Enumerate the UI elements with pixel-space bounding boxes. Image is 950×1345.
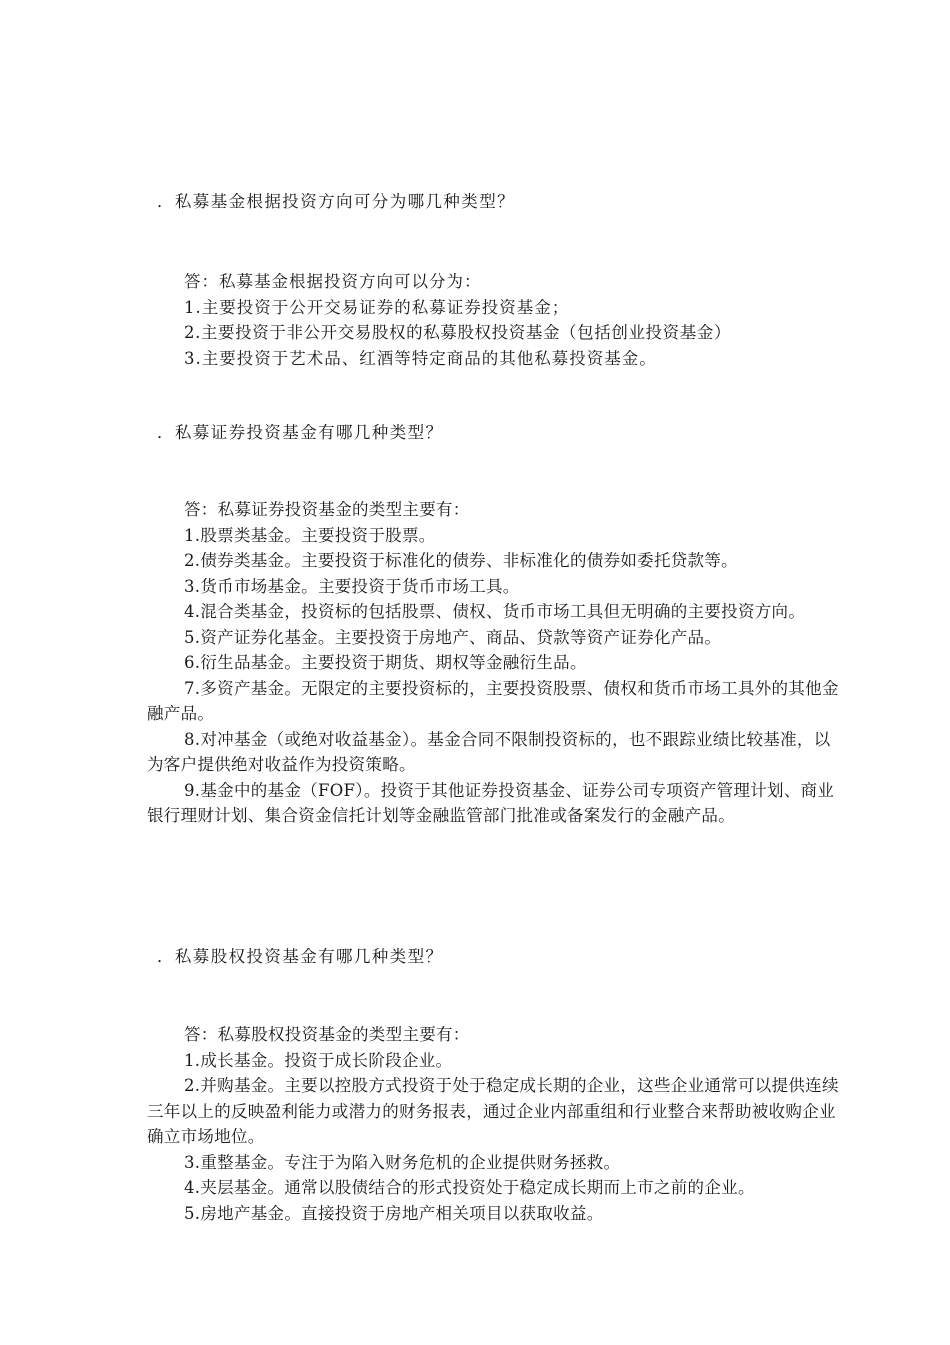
answer-paragraph: 4.夹层基金。通常以股债结合的形式投资处于稳定成长期而上市之前的企业。: [184, 1178, 755, 1197]
answer-paragraph: 1.股票类基金。主要投资于股票。: [184, 525, 436, 545]
answer-block-3: [147, 1022, 847, 1226]
answer-paragraph: 7.多资产基金。无限定的主要投资标的，主要投资股票、债权和货币市场工具外的其他金融产品。: [147, 678, 839, 723]
answer-block-2: [147, 497, 847, 829]
answer-paragraph: 答：私募证券投资基金的类型主要有：: [184, 500, 470, 519]
answer-paragraph: 2.并购基金。主要以控股方式投资于处于稳定成长期的企业，这些企业通常可以提供连续三年以上的反映盈利能力或潜力的财务报表，通过企业内部重组和行业整合来帮助被收购企业确立市场地位。: [147, 1076, 839, 1146]
question-heading-3: ．私募股权投资基金有哪几种类型？: [157, 947, 444, 966]
answer-paragraph: 3.重整基金。专注于为陷入财务危机的企业提供财务拯救。: [184, 1152, 621, 1172]
answer-paragraph: 答：私募基金根据投资方向可以分为：: [184, 272, 482, 291]
answer-paragraph: 5.房地产基金。直接投资于房地产相关项目以获取收益。: [184, 1203, 604, 1223]
answer-paragraph: 2.主要投资于非公开交易股权的私募股权投资基金（包括创业投资基金）: [184, 323, 732, 342]
answer-paragraph: 1.成长基金。投资于成长阶段企业。: [184, 1050, 453, 1070]
question-heading-2: ．私募证券投资基金有哪几种类型？: [157, 423, 444, 442]
answer-paragraph: 1.主要投资于公开交易证券的私募证券投资基金；: [184, 297, 570, 317]
answer-paragraph: 8.对冲基金（或绝对收益基金）。基金合同不限制投资标的，也不跟踪业绩比较基准，以为客户提供绝对收益作为投资策略。: [147, 729, 831, 774]
answer-paragraph: 答：私募股权投资基金的类型主要有：: [184, 1025, 470, 1044]
answer-paragraph: 3.主要投资于艺术品、红酒等特定商品的其他私募投资基金。: [184, 348, 657, 368]
question-heading-1: ．私募基金根据投资方向可分为哪几种类型？: [157, 192, 515, 211]
answer-block-1: [147, 269, 847, 371]
answer-paragraph: 3.货币市场基金。主要投资于货币市场工具。: [184, 576, 520, 596]
answer-paragraph: 2.债券类基金。主要投资于标准化的债券、非标准化的债券如委托贷款等。: [184, 551, 738, 570]
answer-paragraph: 5.资产证券化基金。主要投资于房地产、商品、贷款等资产证券化产品。: [184, 627, 722, 647]
answer-paragraph: 6.衍生品基金。主要投资于期货、期权等金融衍生品。: [184, 653, 587, 672]
answer-paragraph: 4.混合类基金，投资标的包括股票、债权、货币市场工具但无明确的主要投资方向。: [184, 602, 806, 621]
answer-paragraph: 9.基金中的基金（FOF）。投资于其他证券投资基金、证券公司专项资产管理计划、商业银行理财计划、集合资金信托计划等金融监管部门批准或备案发行的金融产品。: [147, 780, 835, 825]
